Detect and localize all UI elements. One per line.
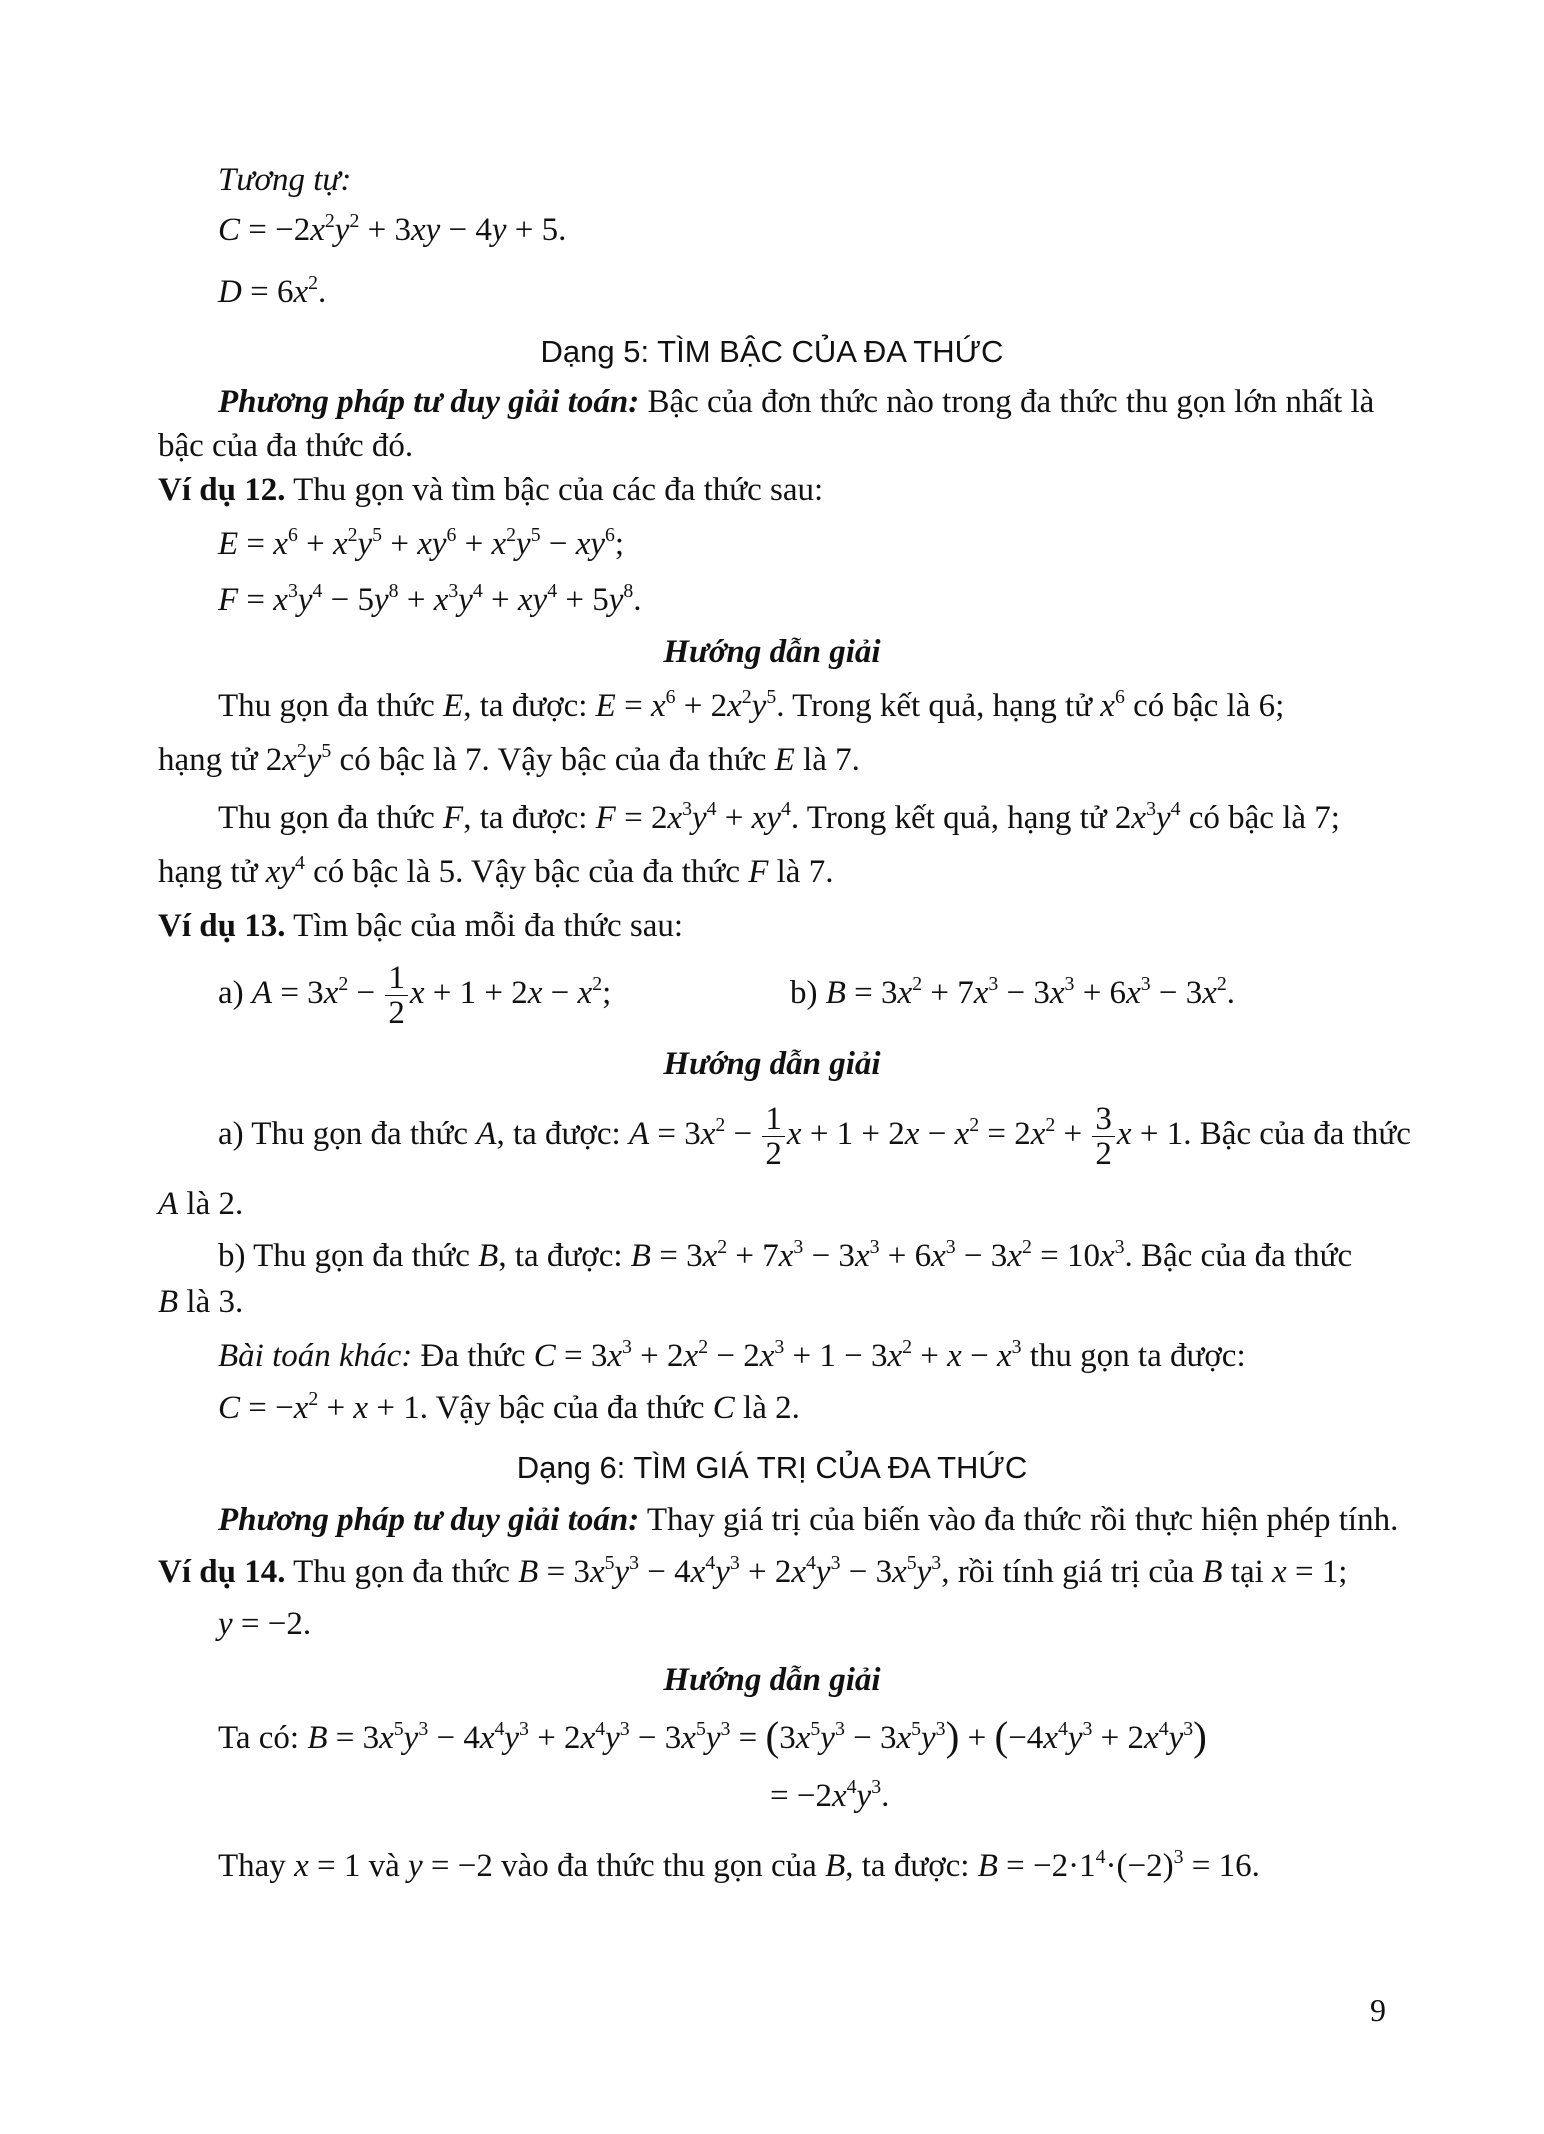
other-problem-label: Bài toán khác: — [218, 1338, 413, 1374]
example-14-title-cont: y = −2. — [218, 1606, 312, 1642]
similar-label: Tương tự: — [218, 162, 352, 198]
fraction-one-half: $\frac{1}{2}$ — [762, 1102, 785, 1171]
method-label: Phương pháp tư duy giải toán: — [218, 384, 640, 420]
solution-14-calc: Ta có: $B = 3x^5y^3 - 4x^4y^3 + 2x^4y^3 - 3x^5y^3 = (3x^5y^3 - 3x^5y^3) + (-4x^4y^3 + 2x^4y^3)$ — [218, 1713, 1207, 1759]
example-12-text: Thu gọn và tìm bậc của các đa thức sau: — [285, 472, 824, 508]
method-line-dang5 — [218, 382, 1374, 422]
guide-heading-14: Hướng dẫn giải — [663, 1662, 881, 1698]
example-13-text: Tìm bậc của mỗi đa thức sau: — [285, 908, 684, 944]
equation-a: a) $A = 3x^2$ − $\frac{1}{2}$ $x + 1 + 2x - x^2$; — [218, 959, 612, 1031]
solution-12-f: Thu gọn đa thức F, ta được: $F = 2x^3y^4 + xy^4$. Trong kết quả, hạng tử $2x^3y^4$ có bậc là 7; — [218, 798, 1340, 836]
section-heading-dang5: Dạng 5: TÌM BẬC CỦA ĐA THỨC — [540, 334, 1004, 369]
example-13-label: Ví dụ 13. — [158, 908, 286, 944]
example-13-title — [158, 906, 683, 946]
fraction-three-halves: $\frac{3}{2}$ — [1092, 1102, 1115, 1171]
solution-13-b: b) Thu gọn đa thức B, ta được: $B = 3x^2 + 7x^3 - 3x^3 + 6x^3 - 3x^2 = 10x^3$. Bậc của đa thức — [218, 1236, 1353, 1274]
solution-13-a: a) Thu gọn đa thức A, ta được: $A = 3x^2$ − $\frac{1}{2}$ $x + 1 + 2x - x^2 = 2x^2$ + $\frac{3}{2}$ x + 1. Bậc của đa thức — [218, 1100, 1411, 1172]
solution-14-substitution: Thay x = 1 và y = −2 vào đa thức thu gọn của B, ta được: $B = -2\cdot 1^4\cdot(-2)^3 = 16$. — [218, 1846, 1260, 1884]
section-heading-dang6: Dạng 6: TÌM GIÁ TRỊ CỦA ĐA THỨC — [516, 1450, 1028, 1485]
equation-f: $F = x^3y^4 - 5y^8 + x^3y^4 + xy^4 + 5y^8$. — [218, 580, 642, 618]
example-14-label: Ví dụ 14. — [158, 1554, 286, 1590]
solution-12-e-cont: hạng tử $2x^2y^5$ có bậc là 7. Vậy bậc của đa thức E là 7. — [158, 740, 860, 778]
method-text-continued: bậc của đa thức đó. — [158, 428, 414, 464]
page-number: 9 — [1370, 1992, 1386, 2028]
equation-b: b) $B = 3x^2 + 7x^3 - 3x^3 + 6x^3 - 3x^2$. — [790, 973, 1236, 1011]
method-text: Bậc của đơn thức nào trong đa thức thu gọn lớn nhất là — [639, 384, 1375, 420]
example-12-title — [158, 470, 823, 510]
guide-heading-13: Hướng dẫn giải — [663, 1046, 881, 1082]
other-problem: Bài toán khác: Đa thức $C = 3x^3 + 2x^2 - 2x^3 + 1 - 3x^2 + x - x^3$ thu gọn ta được: — [218, 1336, 1246, 1374]
solution-12-e: Thu gọn đa thức E, ta được: $E = x^6 + 2x^2y^5$. Trong kết quả, hạng tử $x^6$ có bậc là 6; — [218, 686, 1285, 724]
equation-d: $D = 6x^2$. — [218, 272, 327, 310]
solution-13-b-cont: B là 3. — [158, 1284, 244, 1320]
method-label: Phương pháp tư duy giải toán: — [218, 1502, 640, 1538]
solution-14-result: = $-2x^4y^3$. — [770, 1776, 890, 1814]
solution-12-f-cont: hạng tử $xy^4$ có bậc là 5. Vậy bậc của đa thức F là 7. — [158, 852, 834, 890]
equation-c: $C = -2x^2y^2 + 3xy - 4y + 5$. — [218, 210, 567, 248]
example-12-label: Ví dụ 12. — [158, 472, 286, 508]
fraction-one-half: $\frac{1}{2}$ — [385, 961, 408, 1030]
method-line-dang6 — [218, 1500, 1398, 1540]
equation-e: $E = x^6 + x^2y^5 + xy^6 + x^2y^5 - xy^6$; — [218, 524, 625, 562]
guide-heading-12: Hướng dẫn giải — [663, 634, 881, 670]
method-text: Thay giá trị của biến vào đa thức rồi thực hiện phép tính. — [639, 1502, 1399, 1538]
example-14-title: Ví dụ 14. Thu gọn đa thức $B = 3x^5y^3 - 4x^4y^3 + 2x^4y^3 - 3x^5y^3$, rồi tính giá trị của B tại x = 1; — [158, 1552, 1348, 1590]
other-problem-result: $C = -x^2 + x + 1$. Vậy bậc của đa thức C là 2. — [218, 1388, 800, 1426]
solution-13-a-cont: A là 2. — [158, 1186, 244, 1222]
